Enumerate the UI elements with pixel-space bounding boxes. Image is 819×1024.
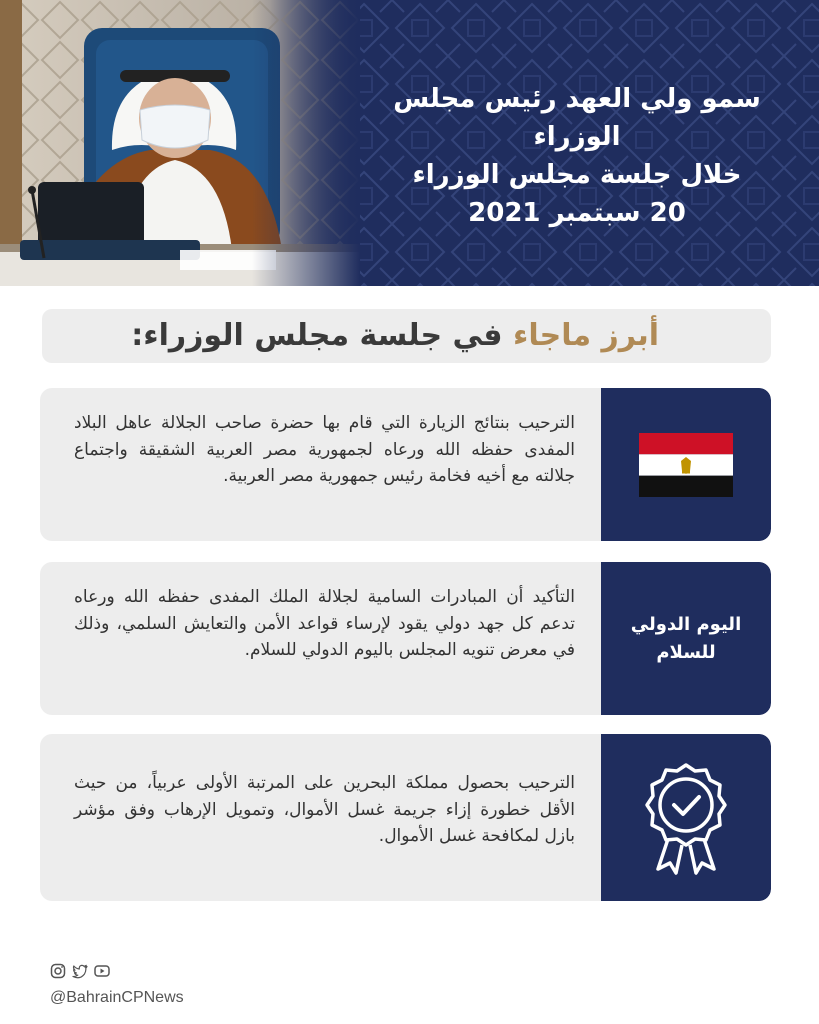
highlight-card-basel-index — [40, 734, 771, 901]
header-banner — [0, 0, 819, 286]
youtube-icon[interactable] — [94, 963, 110, 979]
crown-prince-photo — [0, 0, 360, 286]
egypt-flag-icon — [639, 433, 733, 497]
card-text: التأكيد أن المبادرات السامية لجلالة الملك المفدى حفظه الله ورعاه تدعم كل جهد دولي يقود لإرساء قواعد الأمن والتعايش السلمي، وذلك في معرض تنويه المجلس باليوم الدولي للسلام. — [74, 587, 575, 660]
card-side-panel — [601, 562, 771, 715]
social-icons — [50, 963, 110, 979]
card-side-panel — [601, 734, 771, 901]
twitter-icon[interactable] — [72, 963, 88, 979]
header-title — [357, 80, 797, 232]
header-title-line-2: خلال جلسة مجلس الوزراء — [412, 160, 742, 190]
award-badge-icon — [640, 759, 732, 877]
peace-day-label — [631, 611, 742, 667]
section-heading-accent: أبرز ماجاء — [513, 318, 659, 353]
section-heading-rest: في جلسة مجلس الوزراء: — [131, 318, 503, 353]
highlight-card-egypt-visit — [40, 388, 771, 541]
social-handle[interactable]: @BahrainCPNews — [50, 989, 184, 1006]
peace-day-label-line-1: اليوم الدولي — [630, 613, 742, 635]
header-title-date: 20 سبتمبر 2021 — [468, 198, 686, 228]
instagram-icon[interactable] — [50, 963, 66, 979]
peace-day-label-line-2: للسلام — [656, 641, 716, 663]
card-side-panel — [601, 388, 771, 541]
section-heading — [42, 309, 771, 363]
highlight-card-peace-day — [40, 562, 771, 715]
header-title-line-1: سمو ولي العهد رئيس مجلس الوزراء — [393, 84, 761, 152]
card-text: الترحيب بنتائج الزيارة التي قام بها حضرة صاحب الجلالة عاهل البلاد المفدى حفظه الله ورعاه لجمهورية مصر العربية الشقيقة واجتماع جلالته مع أخيه فخامة رئيس جمهورية مصر العربية. — [74, 413, 575, 486]
card-text: الترحيب بحصول مملكة البحرين على المرتبة الأولى عربياً، من حيث الأقل خطورة إزاء جريمة غسل الأموال، وتمويل الإرهاب وفق مؤشر بازل لمكافحة غسل الأموال. — [74, 773, 575, 846]
